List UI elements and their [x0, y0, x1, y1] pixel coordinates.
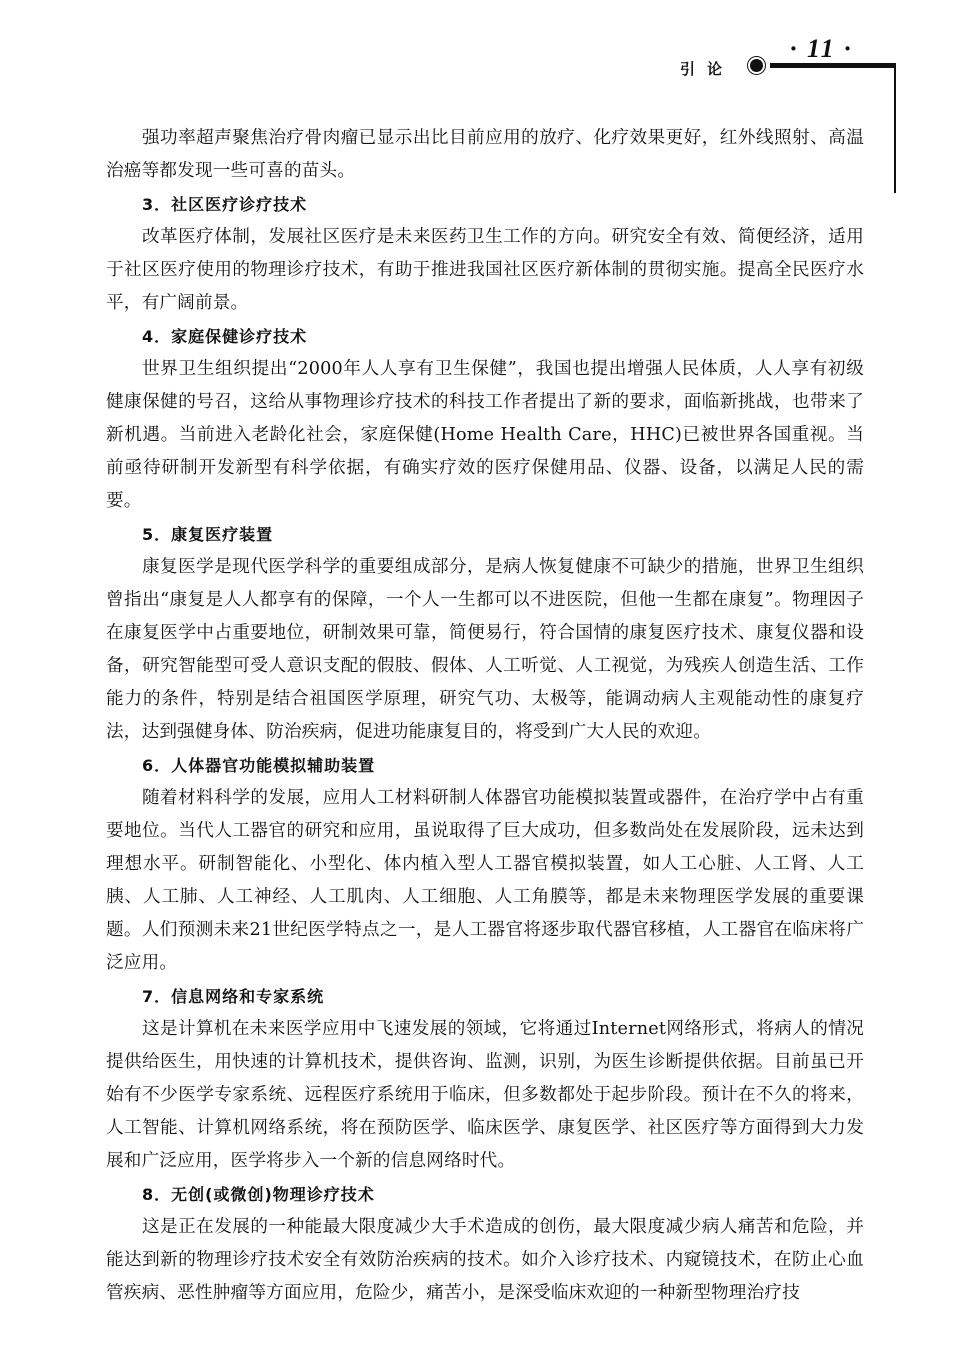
paragraph: 康复医学是现代医学科学的重要组成部分，是病人恢复健康不可缺少的措施，世界卫生组织曾指出“康复是人人都享有的保障，一个人一生都可以不进医院，但他一生都在康复”。物理因子在康复医学中占重要地位，研制效果可靠，简便易行，符合国情的康复医疗技术、康复仪器和设备，研究智能型可受人意识支配的假肢、假体、人工听觉、人工视觉，为残疾人创造生活、工作能力的条件，特别是结合祖国医学原理，研究气功、太极等，能调动病人主观能动性的康复疗法，达到强健身体、防治疾病，促进功能康复目的，将受到广大人民的欢迎。 [106, 557, 864, 742]
chapter-label: 引论 [680, 60, 735, 78]
paragraph: 强功率超声聚焦治疗骨肉瘤已显示出比目前应用的放疗、化疗效果更好，红外线照射、高温治癌等都发现一些可喜的苗头。 [106, 128, 864, 181]
paragraph: 随着材料科学的发展，应用人工材料研制人体器官功能模拟装置或器件，在治疗学中占有重要地位。当代人工器官的研究和应用，虽说取得了巨大成功，但多数尚处在发展阶段，远未达到理想水平。研制智能化、小型化、体内植入型人工器官模拟装置，如人工心脏、人工肾、人工胰、人工肺、人工神经、人工肌肉、人工细胞、人工角膜等，都是未来物理医学发展的重要课题。人们预测未来21世纪医学特点之一，是人工器官将逐步取代器官移植，人工器官在临床将广泛应用。 [106, 788, 864, 973]
paragraph: 这是正在发展的一种能最大限度减少大手术造成的创伤，最大限度减少病人痛苦和危险，并能达到新的物理诊疗技术安全有效防治疾病的技术。如介入诊疗技术、内窥镜技术，在防止心血管疾病、恶性肿瘤等方面应用，危险少，痛苦小，是深受临床欢迎的一种新型物理治疗技 [106, 1217, 864, 1303]
paragraph: 世界卫生组织提出“2000年人人享有卫生保健”，我国也提出增强人民体质，人人享有初级健康保健的号召，这给从事物理诊疗技术的科技工作者提出了新的要求，面临新挑战，也带来了新机遇。当前进入老龄化社会，家庭保健(Home Health Care，HHC)已被世界各国重视。当前亟待研制开发新型有科学依据，有确实疗效的医疗保健用品、仪器、设备，以满足人民的需要。 [106, 359, 864, 511]
page-header [0, 0, 980, 120]
page-body [106, 122, 864, 1310]
section-heading: 5．康复医疗装置 [142, 525, 274, 544]
page-number: · 11 · [790, 34, 853, 63]
header-rule [770, 63, 895, 68]
section-heading: 8．无创(或微创)物理诊疗技术 [142, 1185, 375, 1204]
section-heading: 3．社区医疗诊疗技术 [142, 195, 308, 214]
section-heading: 7．信息网络和专家系统 [142, 987, 325, 1006]
section-heading: 6．人体器官功能模拟辅助装置 [142, 756, 376, 775]
section-heading: 4．家庭保健诊疗技术 [142, 327, 308, 346]
paragraph: 改革医疗体制，发展社区医疗是未来医药卫生工作的方向。研究安全有效、简便经济，适用于社区医疗使用的物理诊疗技术，有助于推进我国社区医疗新体制的贯彻实施。提高全民医疗水平，有广阔前景。 [106, 227, 864, 313]
paragraph: 这是计算机在未来医学应用中飞速发展的领域，它将通过Internet网络形式，将病人的情况提供给医生，用快速的计算机技术，提供咨询、监测，识别，为医生诊断提供依据。目前虽已开始有不少医学专家系统、远程医疗系统用于临床，但多数都处于起步阶段。预计在不久的将来，人工智能、计算机网络系统，将在预防医学、临床医学、康复医学、社区医疗等方面得到大力发展和广泛应用，医学将步入一个新的信息网络时代。 [106, 1019, 864, 1171]
header-bullet-icon [750, 59, 763, 72]
header-vertical-rule [894, 63, 896, 193]
